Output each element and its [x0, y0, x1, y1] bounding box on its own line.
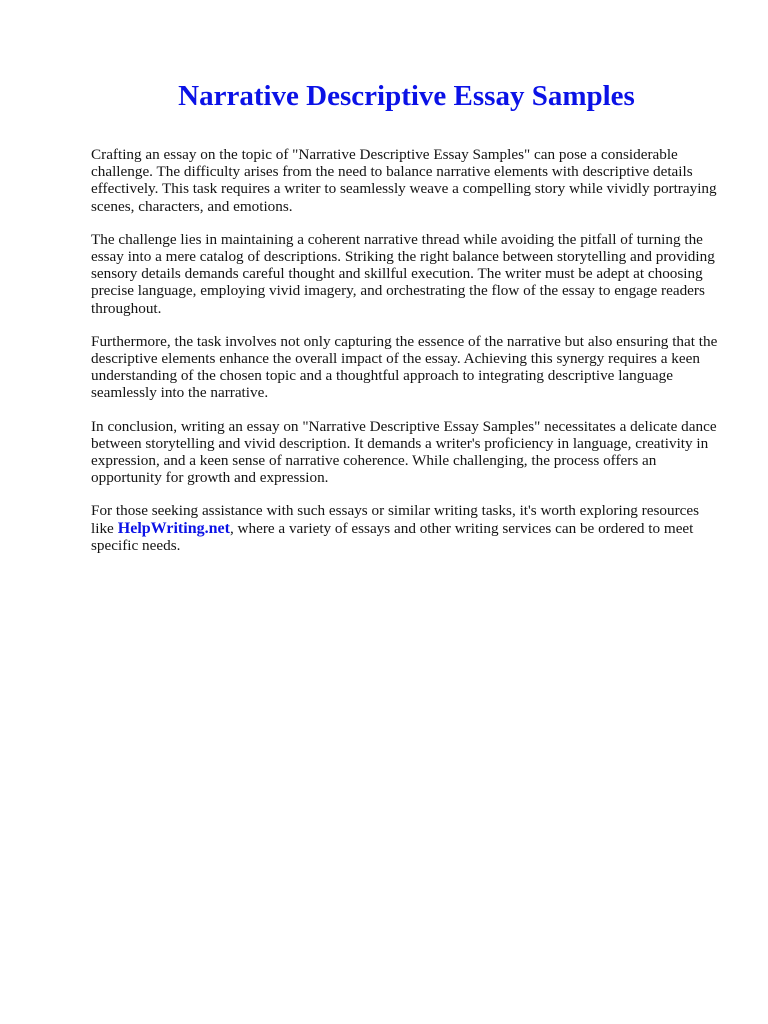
paragraph-1: Crafting an essay on the topic of "Narrative Descriptive Essay Samples" can pose a considerable challenge. The difficulty arises from the need to balance narrative elements with descriptive details effectively. This task requires a writer to seamlessly weave a compelling story while vividly portraying scenes, characters, and emotions.	[91, 146, 717, 215]
closing-text-after-link: , where a variety of essays and other writing services can be ordered to meet specific needs.	[91, 519, 694, 554]
paragraph-2: The challenge lies in maintaining a coherent narrative thread while avoiding the pitfall of turning the essay into a mere catalog of descriptions. Striking the right balance between storytelling and providing sensory details demands careful thought and skillful execution. The writer must be adept at choosing precise language, employing vivid imagery, and orchestrating the flow of the essay to engage readers throughout.	[91, 230, 715, 317]
paragraph-4: In conclusion, writing an essay on "Narrative Descriptive Essay Samples" necessitates a delicate dance between storytelling and vivid description. It demands a writer's proficiency in language, creativity in expression, and a keen sense of narrative coherence. While challenging, the process offers an opportunity for growth and expression.	[91, 417, 717, 487]
paragraph-3: Furthermore, the task involves not only capturing the essence of the narrative but also ensuring that the descriptive elements enhance the overall impact of the essay. Achieving this synergy requires a keen understanding of the chosen topic and a thoughtful approach to integrating descriptive language seamlessly into the narrative.	[91, 332, 718, 402]
closing-paragraph	[91, 502, 722, 554]
closing-text-before-link: For those seeking assistance with such essays or similar writing tasks, it's worth exploring resources like	[91, 502, 700, 537]
document-title: Narrative Descriptive Essay Samples	[178, 80, 635, 112]
helpwriting-link[interactable]: HelpWriting.net	[117, 519, 230, 537]
